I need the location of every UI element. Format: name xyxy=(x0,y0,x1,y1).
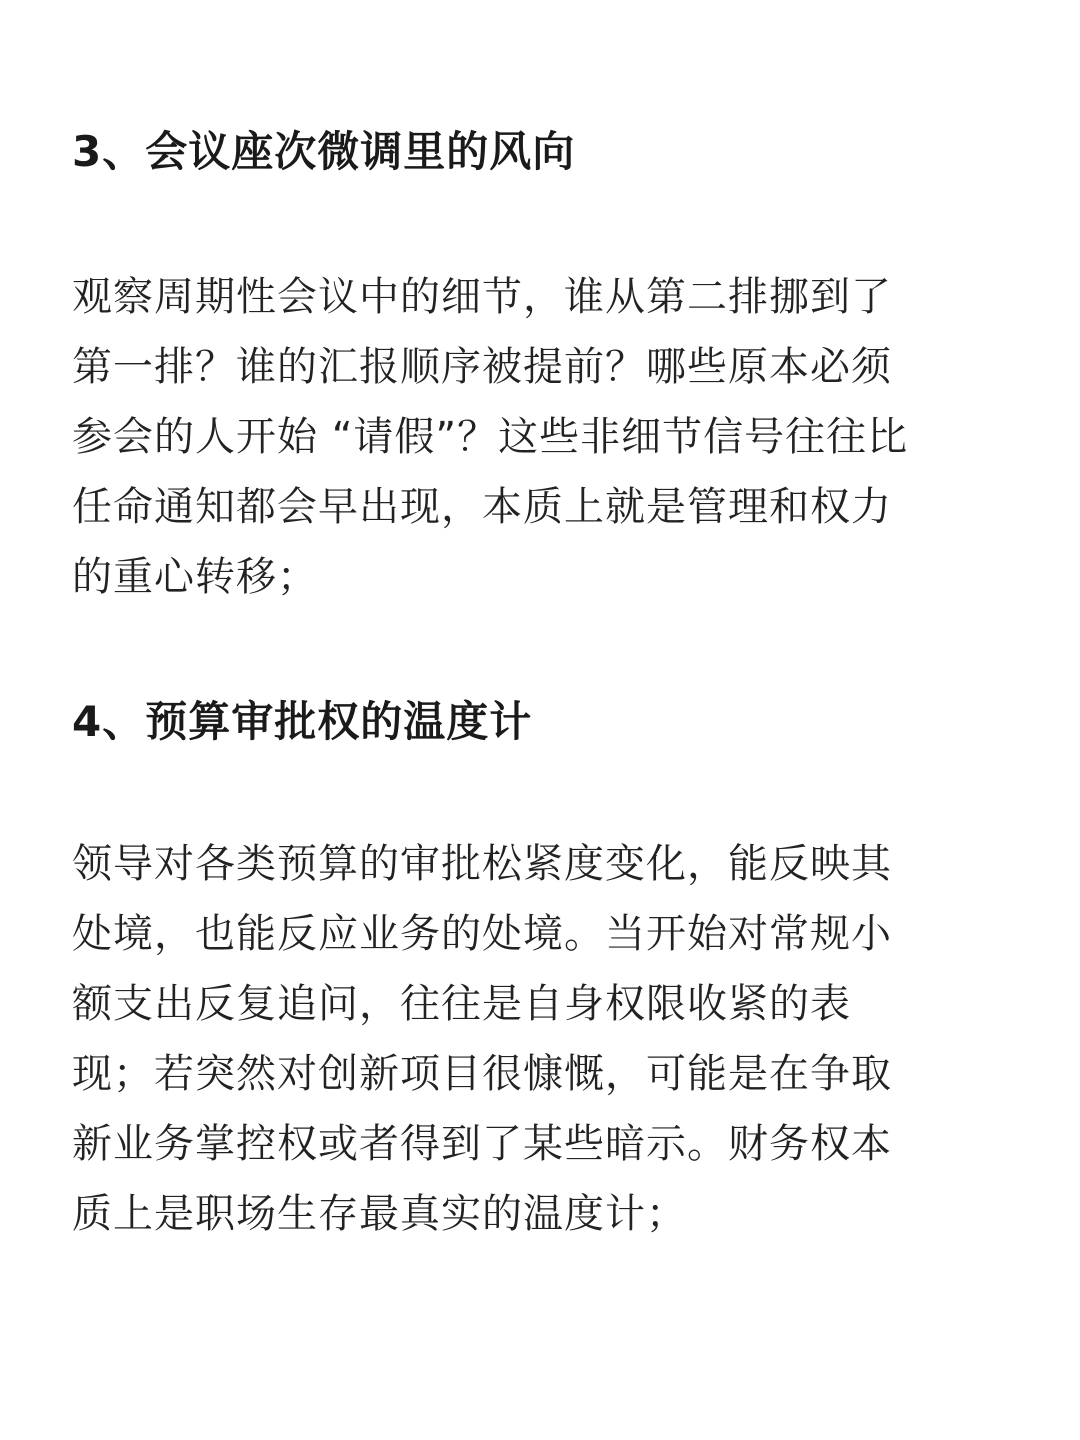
body-line: 的重心转移； xyxy=(72,554,318,600)
section-body-3 xyxy=(72,262,908,612)
body-line: 观察周期性会议中的细节，谁从第二排挪到了 xyxy=(72,274,892,320)
body-line: 处境，也能反应业务的处境。当开始对常规小 xyxy=(72,911,892,957)
section-body-4 xyxy=(72,829,892,1249)
body-line: 质上是职场生存最真实的温度计； xyxy=(72,1191,687,1237)
body-line: 参会的人开始 “请假”？这些非细节信号往往比 xyxy=(72,414,909,460)
section-heading-4: 4、预算审批权的温度计 xyxy=(72,697,533,746)
body-line: 领导对各类预算的审批松紧度变化，能反映其 xyxy=(72,841,892,887)
body-line: 第一排？谁的汇报顺序被提前？哪些原本必须 xyxy=(72,344,892,390)
body-line: 任命通知都会早出现，本质上就是管理和权力 xyxy=(72,484,892,530)
body-line: 新业务掌控权或者得到了某些暗示。财务权本 xyxy=(72,1121,892,1167)
body-line: 额支出反复追问，往往是自身权限收紧的表 xyxy=(72,981,851,1027)
section-heading-3: 3、会议座次微调里的风向 xyxy=(72,127,576,176)
body-line: 现；若突然对创新项目很慷慨，可能是在争取 xyxy=(72,1051,892,1097)
